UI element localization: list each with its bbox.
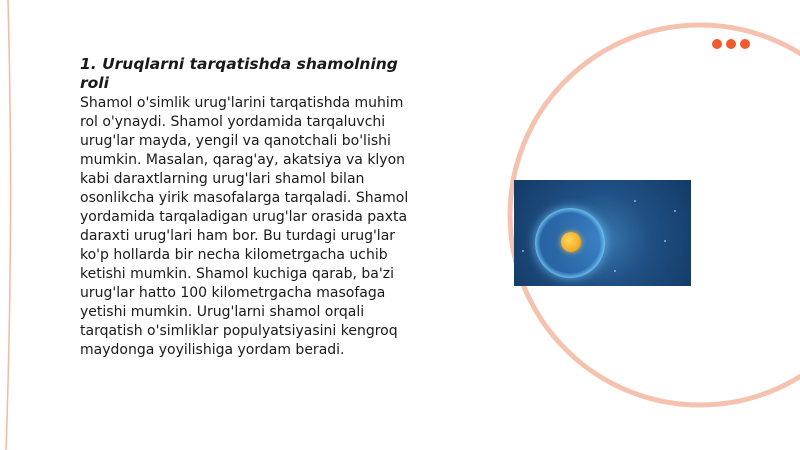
speck [664,240,666,242]
cell-nucleus [561,232,581,252]
dot [726,39,736,49]
dot [740,39,750,49]
slide-title: 1. Uruqlarni tarqatishda shamolning roli [80,55,398,92]
speck [522,250,524,252]
speck [634,200,636,202]
slide-body-text: Shamol o'simlik urug'larini tarqatishda muhim rol o'ynaydi. Shamol yordamida tarqaluvchi urug'lar mayda, yengil va qanotchali bo'lishi mumkin. Masalan, qarag'ay, akatsiya va klyon kabi daraxtlarning urug'lari shamol bilan osonlikcha yirik masofalarga tarqaladi. Shamol yordamida tarqaladigan urug'lar orasida paxta daraxti urug'lari ham bor. Bu turdagi urug'lar ko'p hollarda bir necha kilometrgacha uchib ketishi mumkin. Shamol kuchiga qarab, ba'zi urug'lar hatto 100 kilometrgacha masofaga yetishi mumkin. Urug'larni shamol orqali tarqatish o'simliklar populyatsiyasini kengroq maydonga yoyilishiga yordam beradi. [80,95,409,358]
dot [712,39,722,49]
speck [674,210,676,212]
cell-image [514,180,691,286]
speck [614,270,616,272]
three-dots-icon [712,39,750,49]
